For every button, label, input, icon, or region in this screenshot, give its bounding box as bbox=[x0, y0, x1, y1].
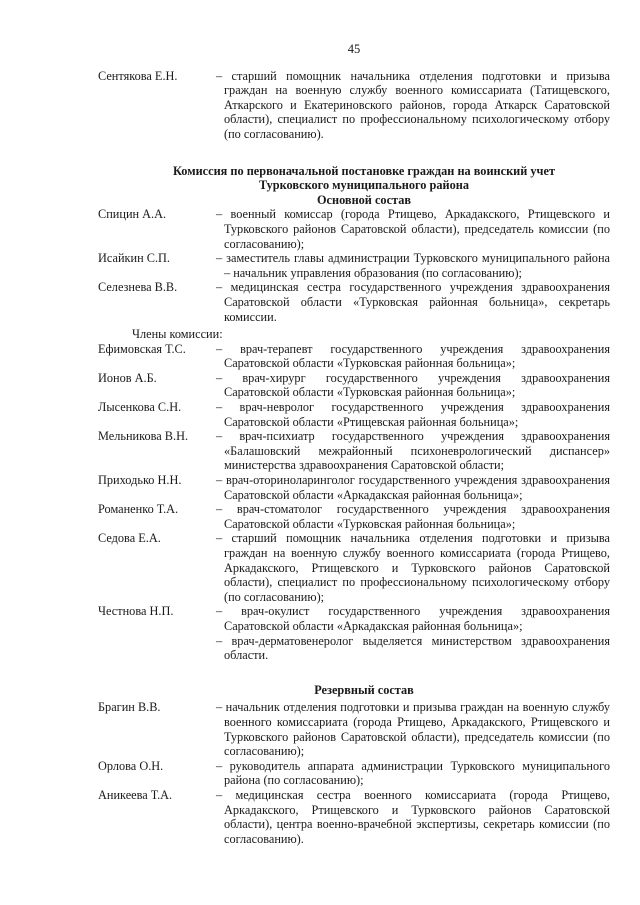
entry-description: – врач-невролог государственного учреждения здравоохранения Саратовской области «Ртищевская районная больница»; bbox=[216, 400, 610, 429]
member-entries bbox=[98, 342, 610, 663]
entry-name: Ефимовская Т.С. bbox=[98, 341, 186, 356]
entry-row bbox=[98, 502, 610, 531]
entry-description: – военный комиссар (города Ртищево, Аркадакского, Ртищевского и Турковского районов Саратовской области), председатель комиссии (по согласованию); bbox=[216, 207, 610, 251]
entry-row bbox=[98, 69, 610, 142]
entry-description: – медицинская сестра государственного учреждения здравоохранения Саратовской области «Турковская районная больница», секретарь комиссии. bbox=[216, 280, 610, 324]
page-number: 45 bbox=[347, 42, 361, 56]
entry-name: Лысенкова С.Н. bbox=[98, 400, 182, 415]
entry-row bbox=[98, 342, 610, 371]
main-composition-heading: Основной состав bbox=[316, 192, 412, 207]
entry-description: – заместитель главы администрации Турковского муниципального района – начальник управления образования (по согласованию); bbox=[216, 251, 610, 280]
entry-name: Исайкин С.П. bbox=[98, 251, 170, 266]
entry-row bbox=[98, 634, 610, 663]
entry-name: Романенко Т.А. bbox=[98, 502, 179, 517]
main-entries bbox=[98, 207, 610, 324]
entry-description: – старший помощник начальника отделения подготовки и призыва граждан на военную службу военного комиссариата (города Ртищево, Аркадакского, Ртищевского и Турковского районов Саратовской области), специалист по профессиональному психологическому отбору (по согласованию); bbox=[216, 531, 610, 604]
entry-name: Брагин В.В. bbox=[98, 700, 161, 715]
entry-row bbox=[98, 371, 610, 400]
entry-name: Честнова Н.П. bbox=[98, 604, 174, 619]
entry-description: – врач-хирург государственного учреждения здравоохранения Саратовской области «Турковская районная больница»; bbox=[216, 370, 610, 400]
entry-name: Ионов А.Б. bbox=[98, 370, 157, 385]
reserve-composition-heading: Резервный состав bbox=[314, 682, 414, 697]
entry-name bbox=[98, 634, 216, 663]
entry-row bbox=[98, 531, 610, 604]
entry-row bbox=[98, 400, 610, 429]
entry-description: – врач-оториноларинголог государственного учреждения здравоохранения Саратовской области «Аркадакская районная больница»; bbox=[216, 473, 610, 502]
entry-description: – врач-стоматолог государственного учреждения здравоохранения Саратовской области «Турковская районная больница»; bbox=[216, 502, 610, 531]
entry-row bbox=[98, 604, 610, 633]
entry-description: – врач-психиатр государственного учреждения здравоохранения «Балашовский межрайонный психоневрологический диспансер» министерства здравоохранения Саратовской области; bbox=[216, 429, 610, 473]
entry-description: – врач-дерматовенеролог выделяется министерством здравоохранения области. bbox=[216, 633, 610, 663]
entry-description: – врач-окулист государственного учреждения здравоохранения Саратовской области «Аркадакская районная больница»; bbox=[216, 604, 610, 633]
entry-name: Сентякова Е.Н. bbox=[98, 68, 178, 83]
commission-title-line-2: Турковского муниципального района bbox=[259, 178, 469, 193]
entry-name: Седова Е.А. bbox=[98, 531, 161, 546]
entry-description: – руководитель аппарата администрации Турковского муниципального района (по согласованию); bbox=[216, 758, 610, 788]
entry-name: Спицин А.А. bbox=[98, 207, 167, 222]
entry-row bbox=[98, 251, 610, 280]
entry-name: Приходько Н.Н. bbox=[98, 473, 182, 488]
entry-name: Селезнева В.В. bbox=[98, 280, 178, 295]
entry-row bbox=[98, 280, 610, 324]
entry-description: – медицинская сестра военного комиссариата (города Ртищево, Аркадакского, Ртищевского и Турковского районов Саратовской области), центра военно-врачебной экспертизы, секретарь комиссии (по согласованию). bbox=[216, 787, 610, 846]
entry-description: – начальник отделения подготовки и призыва граждан на военную службу военного комиссариата (города Ртищево, Аркадакского, Ртищевского и Турковского районов Саратовской области), председатель комиссии (по согласованию); bbox=[216, 700, 610, 759]
entry-name: Мельникова В.Н. bbox=[98, 429, 189, 444]
entry-row bbox=[98, 759, 610, 788]
top-entries bbox=[98, 69, 610, 142]
entry-row bbox=[98, 700, 610, 758]
entry-name: Орлова О.Н. bbox=[98, 758, 164, 773]
entry-description: – врач-терапевт государственного учреждения здравоохранения Саратовской области «Турковская районная больница»; bbox=[216, 341, 610, 371]
commission-title-line-1: Комиссия по первоначальной постановке граждан на воинский учет bbox=[172, 163, 555, 178]
entry-row bbox=[98, 207, 610, 251]
entry-description: – старший помощник начальника отделения подготовки и призыва граждан на военную службу военного комиссариата (Татищевского, Аткарского и Екатериновского районов, города Аткарск Саратовской области), специалист по профессиональному психологическому отбору (по согласованию). bbox=[216, 68, 610, 141]
entry-row bbox=[98, 788, 610, 846]
entry-name: Аникеева Т.А. bbox=[98, 787, 173, 802]
members-label: Члены комиссии: bbox=[132, 327, 223, 342]
reserve-entries bbox=[98, 700, 610, 846]
entry-row bbox=[98, 473, 610, 502]
entry-row bbox=[98, 429, 610, 473]
